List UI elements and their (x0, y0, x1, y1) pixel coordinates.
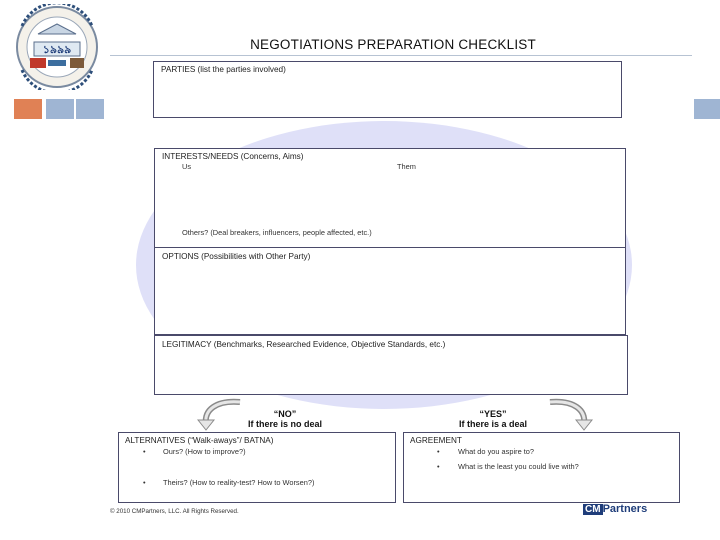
agreement-item: What do you aspire to? (458, 447, 535, 456)
bullet-icon: • (143, 447, 146, 456)
decor-square-blue (694, 99, 720, 119)
yes-deal-title: “YES” (479, 409, 507, 419)
legitimacy-box[interactable] (154, 335, 628, 395)
svg-text:১৯৯৯: ১৯৯৯ (42, 43, 72, 56)
interests-others-label: Others? (Deal breakers, influencers, people affected, etc.) (182, 228, 372, 237)
decor-square-blue (46, 99, 74, 119)
bullet-icon: • (437, 462, 440, 471)
brand-logo (583, 503, 647, 515)
agreement-label: AGREEMENT (410, 436, 462, 445)
no-deal-heading (222, 409, 348, 429)
copyright-text: © 2010 CMPartners, LLC. All Rights Reserved. (110, 508, 239, 515)
legitimacy-label: LEGITIMACY (Benchmarks, Researched Evidence, Objective Standards, etc.) (162, 340, 446, 349)
no-deal-subtitle: If there is no deal (247, 419, 323, 429)
decor-square-orange (14, 99, 42, 119)
agreement-item: What is the least you could live with? (458, 462, 579, 471)
organization-logo (8, 4, 106, 90)
alternatives-item: Theirs? (How to reality-test? How to Worsen?) (163, 478, 315, 487)
parties-label: PARTIES (list the parties involved) (161, 65, 286, 74)
no-deal-title: “NO” (273, 409, 297, 419)
yes-deal-heading (430, 409, 556, 429)
alternatives-box[interactable] (118, 432, 396, 503)
agreement-box[interactable] (403, 432, 680, 503)
page-title: NEGOTIATIONS PREPARATION CHECKLIST (250, 37, 536, 52)
header-rule (110, 55, 692, 56)
yes-deal-subtitle: If there is a deal (458, 419, 528, 429)
decor-square-blue (76, 99, 104, 119)
brand-cm: CM (585, 504, 601, 515)
bullet-icon: • (143, 478, 146, 487)
alternatives-item: Ours? (How to improve?) (163, 447, 246, 456)
interests-them-label: Them (397, 162, 416, 171)
options-label: OPTIONS (Possibilities with Other Party) (162, 252, 311, 261)
parties-box[interactable] (153, 61, 622, 118)
brand-rest: Partners (602, 503, 648, 515)
interests-box[interactable] (154, 148, 626, 247)
bullet-icon: • (437, 447, 440, 456)
interests-us-label: Us (182, 162, 192, 171)
options-box[interactable] (154, 247, 626, 335)
interests-label: INTERESTS/NEEDS (Concerns, Aims) (162, 152, 304, 161)
alternatives-label: ALTERNATIVES (“Walk-aways”/ BATNA) (125, 436, 274, 445)
